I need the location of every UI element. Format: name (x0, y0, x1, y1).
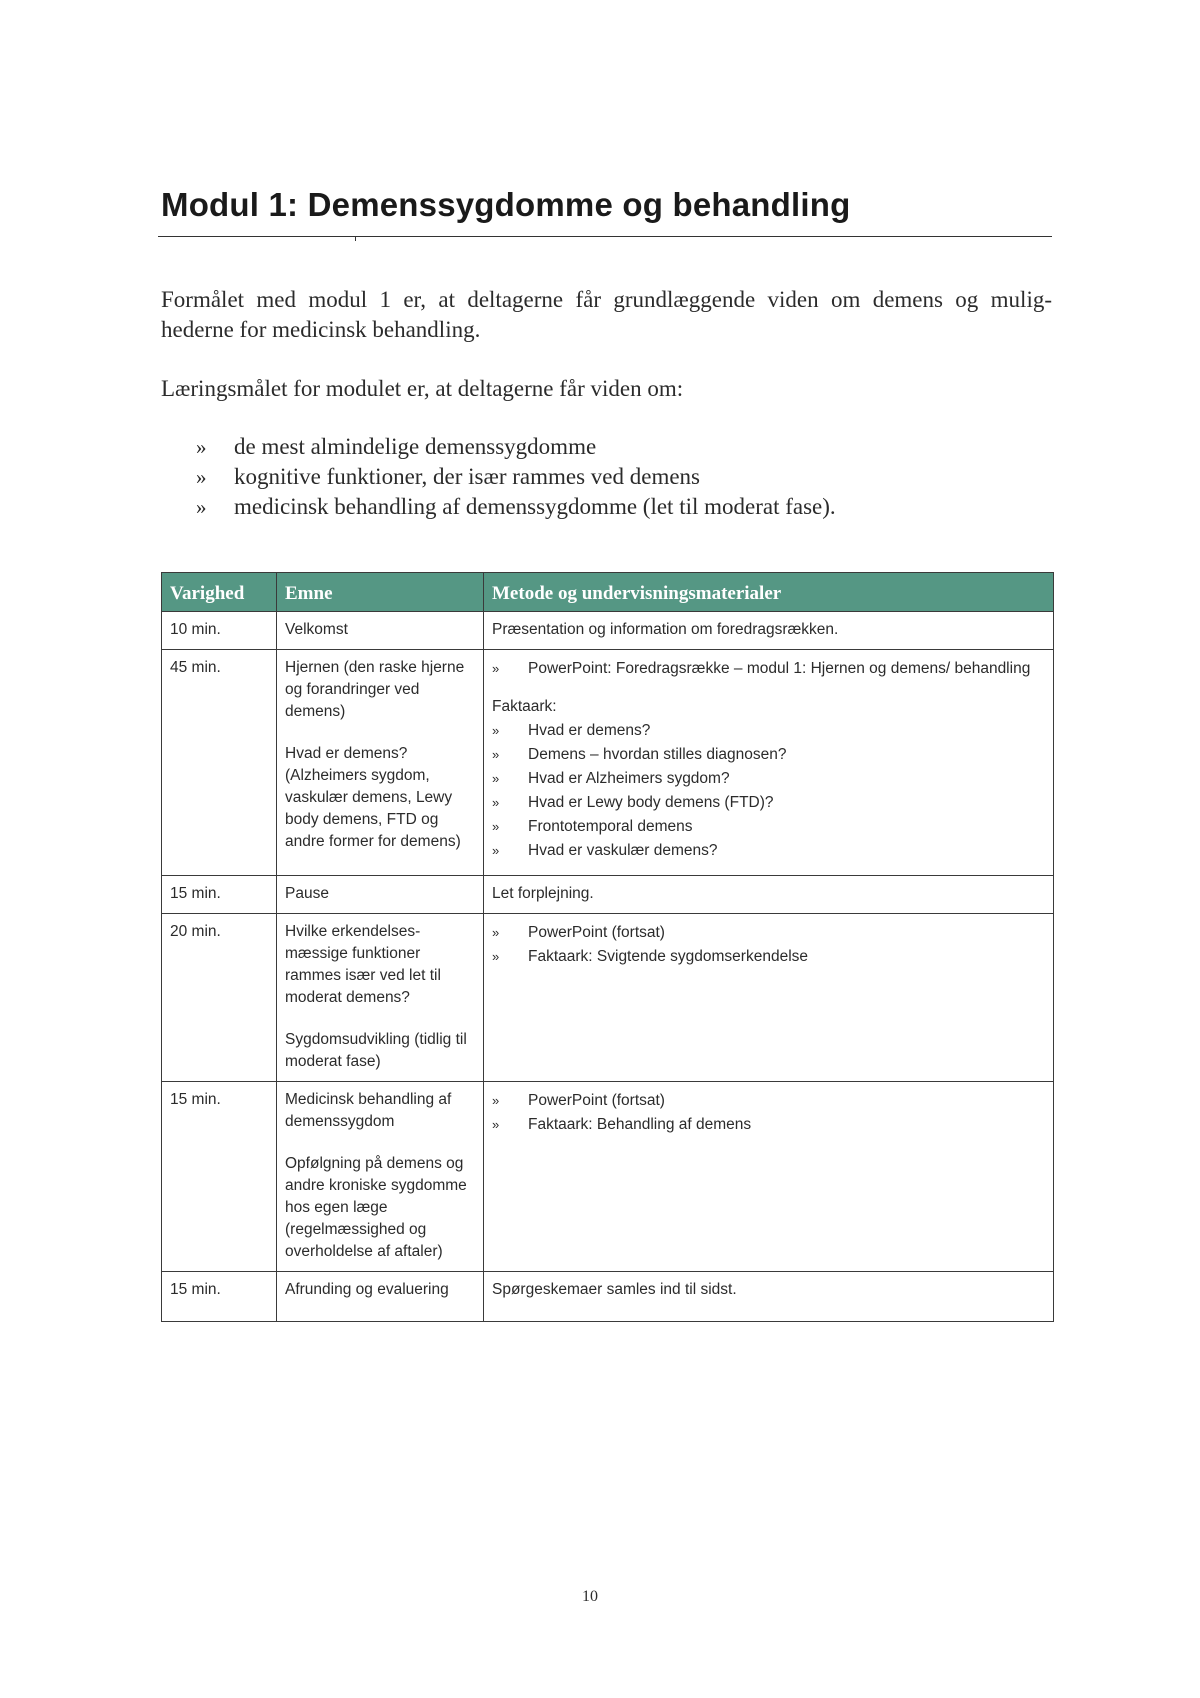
bullet-icon: » (492, 843, 500, 858)
method-item-text: Faktaark: Svigtende sygdomserkendelse (528, 948, 809, 965)
bullet-icon: » (492, 795, 500, 810)
method-item-text: Faktaark: Behandling af demens (528, 1116, 752, 1133)
list-item (492, 791, 1045, 815)
bullet-icon: » (492, 925, 500, 940)
topic-text: Sygdomsudvikling (tidlig til moderat fase) (285, 1031, 467, 1070)
list-item (492, 657, 1045, 681)
header-topic: Emne (277, 573, 484, 612)
table-row (162, 1272, 1054, 1322)
list-item (492, 839, 1045, 863)
list-item (492, 921, 1045, 945)
topic-text: Hjernen (den raske hjerne og forandringer ved demens) (285, 659, 465, 720)
bullet-icon: » (492, 723, 500, 738)
cell-topic (277, 1082, 484, 1272)
bullet-icon: » (492, 747, 500, 762)
table-row (162, 650, 1054, 876)
learning-goals-lead: Læringsmålet for modulet er, at deltagerne får viden om: (161, 376, 684, 401)
cell-topic (277, 612, 484, 650)
method-item-text: PowerPoint: Foredragsrække – modul 1: Hjernen og demens/ behandling (528, 660, 1031, 677)
method-item-text: Hvad er demens? (528, 722, 651, 739)
topic-text: Afrunding og evaluering (285, 1281, 449, 1298)
intro-line-1: Formålet med modul 1 er, at deltagerne får grundlæggende viden om demens og mulig- (161, 287, 1052, 312)
method-item-text: Frontotemporal demens (528, 818, 693, 835)
cell-topic (277, 914, 484, 1082)
page-number: 10 (582, 1588, 598, 1605)
bullet-icon: » (492, 949, 500, 964)
list-item (492, 1113, 1045, 1137)
topic-text: Hvad er demens? (Alzheimers sygdom, vaskulær demens, Lewy body demens, FTD og andre former for demens) (285, 745, 461, 850)
cell-topic (277, 1272, 484, 1322)
cell-method (484, 650, 1054, 876)
bullet-icon: » (492, 771, 500, 786)
cell-duration: 15 min. (162, 876, 277, 914)
cell-method (484, 1082, 1054, 1272)
bullet-icon: » (492, 661, 500, 676)
learning-goal-item (161, 462, 836, 492)
method-list (492, 657, 1045, 681)
method-item-text: PowerPoint (fortsat) (528, 924, 665, 941)
title-underline (158, 236, 1052, 237)
table-row (162, 876, 1054, 914)
list-item (492, 743, 1045, 767)
list-item (492, 767, 1045, 791)
intro-line-2: hederne for medicinsk behandling. (161, 317, 481, 342)
learning-goal-text: kognitive funktioner, der især rammes ved demens (234, 464, 700, 489)
intro-paragraph (161, 285, 1052, 345)
learning-goals-list (161, 432, 836, 522)
learning-goal-item (161, 432, 836, 462)
schedule-table (161, 572, 1054, 1322)
cell-topic (277, 876, 484, 914)
method-item-text: Hvad er Alzheimers sygdom? (528, 770, 730, 787)
bullet-icon: » (492, 819, 500, 834)
table-row (162, 914, 1054, 1082)
cell-method: Præsentation og information om foredragsrækken. (484, 612, 1054, 650)
list-item (492, 1089, 1045, 1113)
list-item (492, 945, 1045, 969)
topic-text: Medicinsk behandling af demenssygdom (285, 1091, 452, 1130)
table-row (162, 1082, 1054, 1272)
method-item-text: Hvad er Lewy body demens (FTD)? (528, 794, 774, 811)
bullet-icon: » (196, 435, 207, 459)
cell-duration: 45 min. (162, 650, 277, 876)
learning-goal-text: medicinsk behandling af demenssygdomme (let til moderat fase). (234, 494, 836, 519)
cell-topic (277, 650, 484, 876)
method-list (492, 1089, 1045, 1137)
topic-text: Velkomst (285, 621, 348, 638)
bullet-icon: » (492, 1093, 500, 1108)
topic-text: Hvilke erkendelses-mæssige funktioner rammes især ved let til moderat demens? (285, 923, 441, 1006)
page-title: Modul 1: Demenssygdomme og behandling (161, 186, 851, 223)
method-item-text: Demens – hvordan stilles diagnosen? (528, 746, 787, 763)
header-duration: Varighed (162, 573, 277, 612)
list-item (492, 719, 1045, 743)
list-item (492, 815, 1045, 839)
bullet-icon: » (492, 1117, 500, 1132)
topic-text: Opfølgning på demens og andre kroniske sygdomme hos egen læge (regelmæssighed og overholdelse af aftaler) (285, 1155, 467, 1260)
learning-goal-item (161, 492, 836, 522)
learning-goal-text: de mest almindelige demenssygdomme (234, 434, 597, 459)
cell-duration: 20 min. (162, 914, 277, 1082)
table-header-row (162, 573, 1054, 612)
cell-duration: 15 min. (162, 1082, 277, 1272)
cell-method: Let forplejning. (484, 876, 1054, 914)
cell-duration: 15 min. (162, 1272, 277, 1322)
method-subhead: Faktaark: (492, 698, 557, 715)
bullet-icon: » (196, 465, 207, 489)
method-item-text: PowerPoint (fortsat) (528, 1092, 665, 1109)
method-sublist (492, 719, 1045, 863)
table-row (162, 612, 1054, 650)
header-method: Metode og undervisningsmaterialer (484, 573, 1054, 612)
topic-text: Pause (285, 885, 329, 902)
bullet-icon: » (196, 495, 207, 519)
method-item-text: Hvad er vaskulær demens? (528, 842, 718, 859)
method-list (492, 921, 1045, 969)
title-underline-tick (355, 236, 356, 241)
cell-method: Spørgeskemaer samles ind til sidst. (484, 1272, 1054, 1322)
cell-method (484, 914, 1054, 1082)
cell-duration: 10 min. (162, 612, 277, 650)
